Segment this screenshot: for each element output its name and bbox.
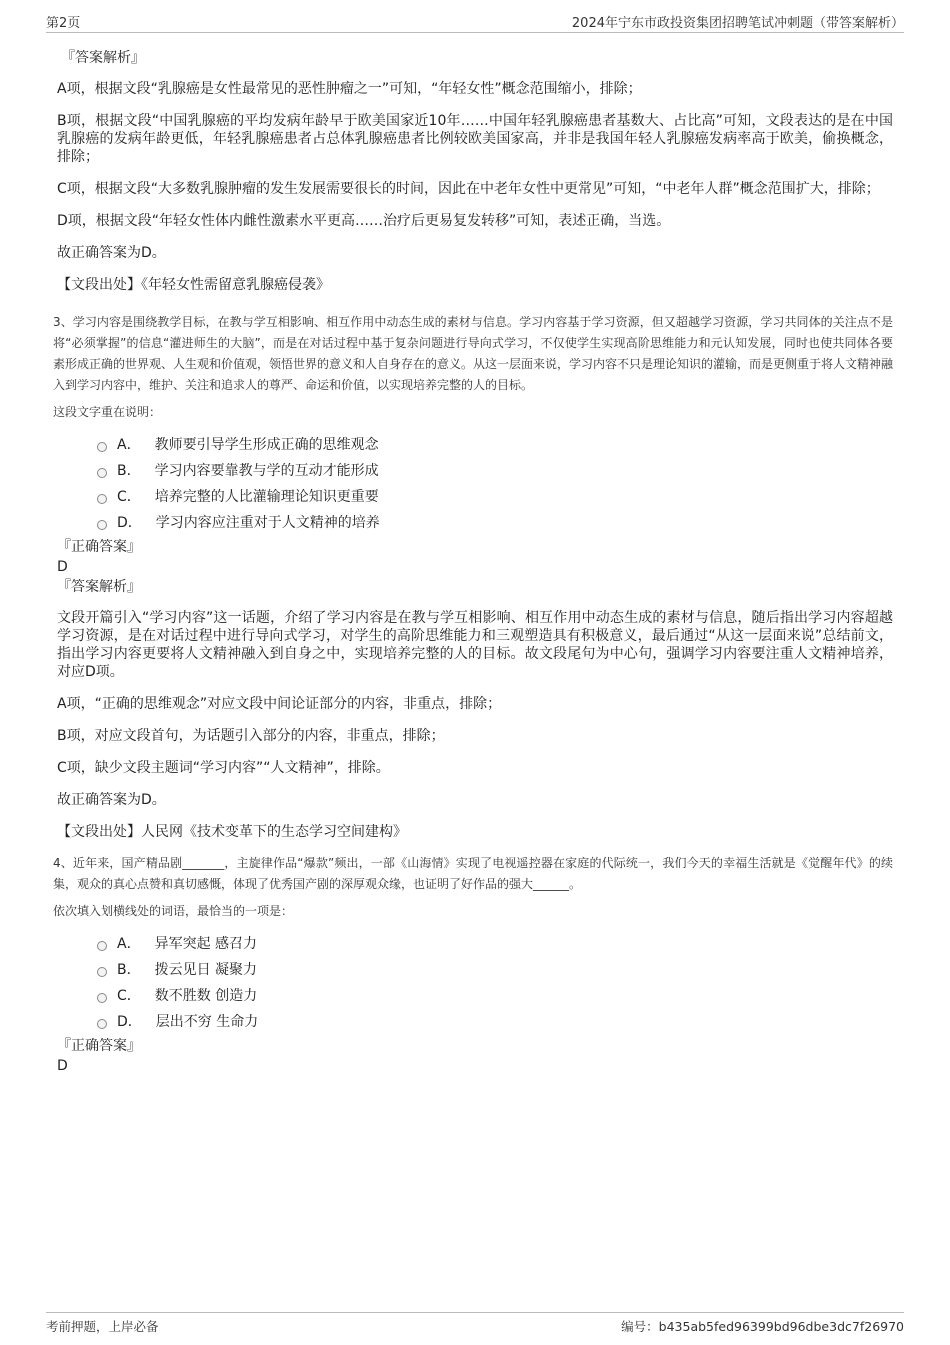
q4-correct-answer: D <box>57 1058 68 1074</box>
document-title: 2024年宁东市政投资集团招聘笔试冲刺题（带答案解析） <box>571 16 904 31</box>
q2-analysis-d: D项，根据文段“年轻女性体内雌性激素水平更高……治疗后更易复发转移”可知，表述正确，当选。 <box>57 213 671 229</box>
q4-options <box>97 930 893 1034</box>
q4-option-c[interactable]: C． 数不胜数 创造力 <box>97 982 893 1008</box>
radio-icon[interactable] <box>97 967 107 977</box>
q3-analysis-b: B项，对应文段首句，为话题引入部分的内容，非重点，排除； <box>57 728 445 744</box>
page-number: 第2页 <box>46 16 81 31</box>
radio-icon[interactable] <box>97 1019 107 1029</box>
footer-code: 编号：b435ab5fed96399bd96dbe3dc7f26970 <box>621 1319 904 1334</box>
q3-analysis-c: C项，缺少文段主题词“学习内容”“人文精神”，排除。 <box>57 760 390 776</box>
q3-analysis-tag: 『答案解析』 <box>57 579 141 595</box>
page-content <box>53 48 894 1076</box>
radio-icon[interactable] <box>97 442 107 452</box>
radio-icon[interactable] <box>97 520 107 530</box>
radio-icon[interactable] <box>97 468 107 478</box>
page-header <box>46 12 904 33</box>
q4-stem: 4、近年来，国产精品剧_______，主旋律作品“爆款”频出，一部《山海情》实现了电视遥控器在家庭的代际统一，我们今天的幸福生活就是《觉醒年代》的续集，观众的真心点赞和真切感慨，体现了优秀国产剧的深厚观众缘，也证明了好作品的强大______。 <box>53 856 893 891</box>
radio-icon[interactable] <box>97 941 107 951</box>
q2-source: 【文段出处】《年轻女性需留意乳腺癌侵袭》 <box>57 277 330 293</box>
q3-analysis-a: A项，“正确的思维观念”对应文段中间论证部分的内容，非重点，排除； <box>57 696 502 712</box>
q3-option-a[interactable]: A． 教师要引导学生形成正确的思维观念 <box>97 431 893 457</box>
q3-option-c[interactable]: C． 培养完整的人比灌输理论知识更重要 <box>97 483 893 509</box>
q3-source: 【文段出处】人民网《技术变革下的生态学习空间建构》 <box>57 824 407 840</box>
q2-analysis-tag: 『答案解析』 <box>61 50 145 66</box>
radio-icon[interactable] <box>97 993 107 1003</box>
q3-option-b[interactable]: B． 学习内容要靠教与学的互动才能形成 <box>97 457 893 483</box>
q2-analysis-b: B项，根据文段“中国乳腺癌的平均发病年龄早于欧美国家近10年……中国年轻乳腺癌患者基数大、占比高”可知，文段表达的是在中国乳腺癌的发病年龄更低，年轻乳腺癌患者占总体乳腺癌患者比例较欧美国家高，并非是我国年轻人乳腺癌发病率高于欧美，偷换概念，排除； <box>57 113 893 165</box>
q3-stem: 3、学习内容是围绕教学目标，在教与学互相影响、相互作用中动态生成的素材与信息。学习内容基于学习资源，但又超越学习资源，学习共同体的关注点不是将“必须掌握”的信息“灌进师生的大脑”，而是在对话过程中基于复杂问题进行导向式学习，不仅使学生实现高阶思维能力和元认知发展，同时也使共同体各要素形成正确的世界观、人生观和价值观，领悟世界的意义和人自身存在的意义。从这一层面来说，学习内容不只是理论知识的灌输，而是更侧重于将人文精神融入到学习内容中，维护、关注和追求人的尊严、命运和价值，以实现培养完整的人的目标。 <box>53 315 894 392</box>
q2-analysis-c: C项，根据文段“大多数乳腺肿瘤的发生发展需要很长的时间，因此在中老年女性中更常见”可知，“中老年人群”概念范围扩大，排除； <box>57 181 880 197</box>
page-footer <box>46 1312 904 1335</box>
radio-icon[interactable] <box>97 494 107 504</box>
q4-correct-tag: 『正确答案』 <box>57 1038 141 1054</box>
q3-prompt: 这段文字重在说明： <box>53 405 162 419</box>
footer-slogan: 考前押题，上岸必备 <box>46 1319 159 1334</box>
q3-conclusion: 故正确答案为D。 <box>57 792 166 808</box>
q3-option-d[interactable]: D． 学习内容应注重对于人文精神的培养 <box>97 509 893 535</box>
q3-options <box>97 431 893 535</box>
q4-prompt: 依次填入划横线处的词语，最恰当的一项是： <box>53 904 294 918</box>
q2-conclusion: 故正确答案为D。 <box>57 245 166 261</box>
q3-analysis: 文段开篇引入“学习内容”这一话题，介绍了学习内容是在教与学互相影响、相互作用中动态生成的素材与信息，随后指出学习内容超越学习资源，是在对话过程中进行导向式学习，对学生的高阶思维能力和三观塑造具有积极意义，最后通过“从这一层面来说”总结前文，指出学习内容更要将人文精神融入到自身之中，实现培养完整的人的目标。故文段尾句为中心句，强调学习内容要注重人文精神培养，对应D项。 <box>57 610 893 680</box>
q2-analysis-a: A项，根据文段“乳腺癌是女性最常见的恶性肿瘤之一”可知，“年轻女性”概念范围缩小，排除； <box>57 81 642 97</box>
q3-correct-tag: 『正确答案』 <box>57 539 141 555</box>
q4-option-d[interactable]: D． 层出不穷 生命力 <box>97 1008 893 1034</box>
q4-option-a[interactable]: A． 异军突起 感召力 <box>97 930 893 956</box>
q3-correct-answer: D <box>57 559 68 575</box>
q4-option-b[interactable]: B． 拨云见日 凝聚力 <box>97 956 893 982</box>
